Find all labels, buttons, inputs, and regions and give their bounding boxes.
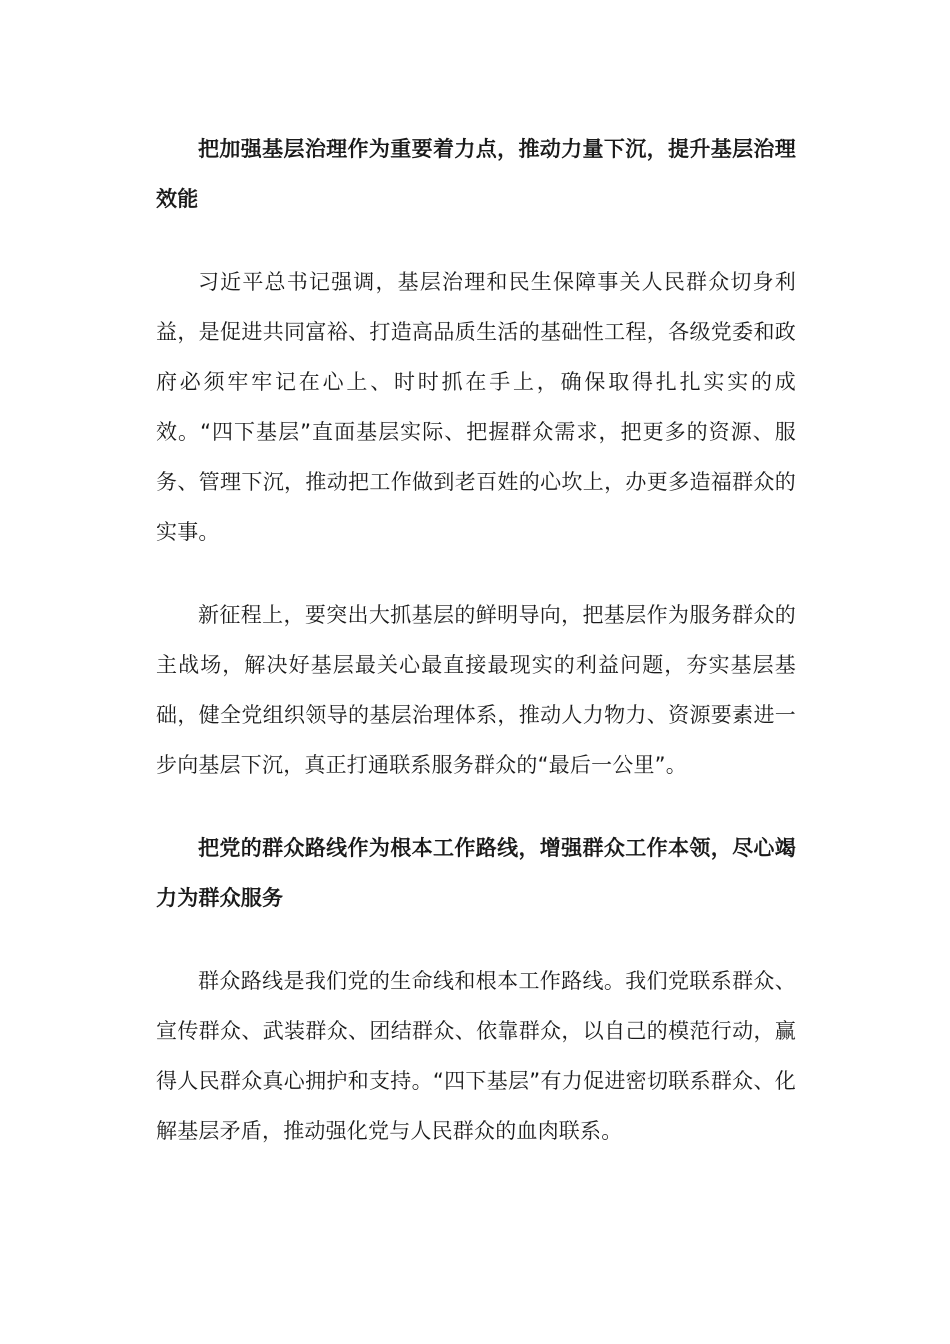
body-paragraph: 习近平总书记强调，基层治理和民生保障事关人民群众切身利益，是促进共同富裕、打造高品质生活的基础性工程，各级党委和政府必须牢牢记在心上、时时抓在手上，确保取得扎扎实实的成效。“四下基层”直面基层实际、把握群众需求，把更多的资源、服务、管理下沉，推动把工作做到老百姓的心坎上，办更多造福群众的实事。 — [156, 270, 796, 544]
section-heading: 把党的群众路线作为根本工作路线，增强群众工作本领，尽心竭力为群众服务 — [156, 836, 796, 910]
section-heading: 把加强基层治理作为重要着力点，推动力量下沉，提升基层治理效能 — [156, 137, 796, 211]
body-paragraph: 新征程上，要突出大抓基层的鲜明导向，把基层作为服务群众的主战场，解决好基层最关心最直接最现实的利益问题，夯实基层基础，健全党组织领导的基层治理体系，推动人力物力、资源要素进一步向基层下沉，真正打通联系服务群众的“最后一公里”。 — [156, 603, 796, 777]
body-paragraph: 群众路线是我们党的生命线和根本工作路线。我们党联系群众、宣传群众、武装群众、团结群众、依靠群众，以自己的模范行动，赢得人民群众真心拥护和支持。“四下基层”有力促进密切联系群众、化解基层矛盾，推动强化党与人民群众的血肉联系。 — [156, 969, 796, 1143]
document-page — [156, 124, 796, 1156]
